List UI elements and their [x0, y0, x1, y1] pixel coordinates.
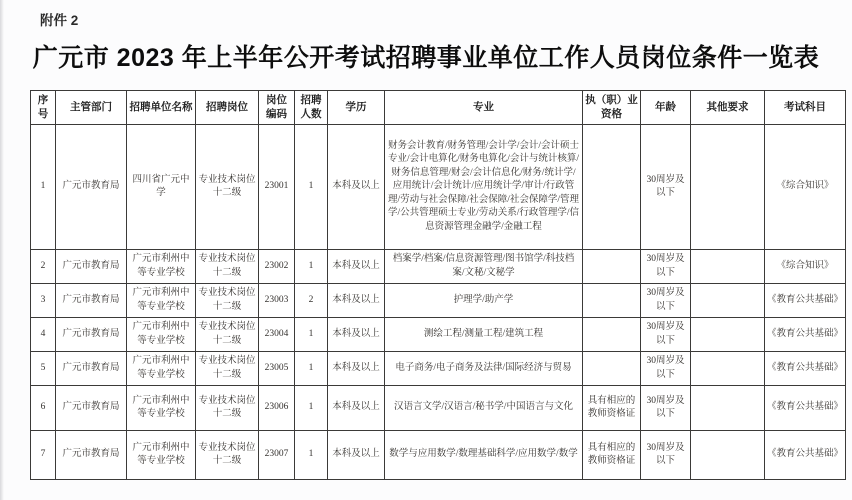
job-code-cell: 23005 [259, 352, 295, 386]
serial-cell: 1 [31, 125, 56, 250]
header-exam-subject: 考试科目 [765, 91, 846, 125]
position-cell: 专业技术岗位十二级 [196, 352, 259, 386]
table-row [31, 125, 846, 250]
department-cell: 广元市教育局 [56, 250, 127, 284]
other-requirements-cell [691, 125, 765, 250]
employer-cell: 广元市利州中等专业学校 [127, 386, 196, 431]
department-cell: 广元市教育局 [56, 386, 127, 431]
headcount-cell: 1 [295, 352, 328, 386]
age-cell: 30周岁及以下 [641, 284, 691, 318]
serial-cell: 5 [31, 352, 56, 386]
job-code-cell: 23004 [259, 318, 295, 352]
table-row [31, 318, 846, 352]
header-department: 主管部门 [56, 91, 127, 125]
employer-cell: 广元市利州中等专业学校 [127, 431, 196, 480]
job-code-cell: 23001 [259, 125, 295, 250]
job-code-cell: 23002 [259, 250, 295, 284]
education-cell: 本科及以上 [328, 386, 385, 431]
table-row [31, 431, 846, 480]
page-title: 广元市 2023 年上半年公开考试招聘事业单位工作人员岗位条件一览表 [32, 44, 820, 72]
major-cell: 财务会计教育/财务管理/会计学/会计/会计硕士专业/会计电算化/财务电算化/会计与统计核算/财务信息管理/财会/会计信息化/财务/统计学/应用统计/会计统计/应用统计学/审计/行政管理/劳动与社会保障/社会保障/社会保障学/管理学/公共管理硕士专业/劳动关系/行政管理学/信息资源管理金融学/金融工程 [385, 125, 583, 250]
age-cell: 30周岁及以下 [641, 386, 691, 431]
headcount-cell: 1 [295, 125, 328, 250]
position-cell: 专业技术岗位十二级 [196, 386, 259, 431]
serial-cell: 2 [31, 250, 56, 284]
exam-subject-cell: 《综合知识》 [765, 125, 846, 250]
header-major: 专业 [385, 91, 583, 125]
employer-cell: 广元市利州中等专业学校 [127, 250, 196, 284]
headcount-cell: 1 [295, 318, 328, 352]
job-positions-table [30, 90, 846, 480]
exam-subject-cell: 《教育公共基础》 [765, 431, 846, 480]
age-cell: 30周岁及以下 [641, 318, 691, 352]
qualification-cell: 具有相应的教师资格证 [583, 431, 641, 480]
department-cell: 广元市教育局 [56, 318, 127, 352]
table-row [31, 352, 846, 386]
header-headcount: 招聘人数 [295, 91, 328, 125]
education-cell: 本科及以上 [328, 284, 385, 318]
department-cell: 广元市教育局 [56, 284, 127, 318]
employer-cell: 四川省广元中学 [127, 125, 196, 250]
position-cell: 专业技术岗位十二级 [196, 250, 259, 284]
table-row [31, 386, 846, 431]
header-qualification: 执（职）业资格 [583, 91, 641, 125]
employer-cell: 广元市利州中等专业学校 [127, 284, 196, 318]
serial-cell: 3 [31, 284, 56, 318]
exam-subject-cell: 《教育公共基础》 [765, 284, 846, 318]
serial-cell: 4 [31, 318, 56, 352]
education-cell: 本科及以上 [328, 318, 385, 352]
job-code-cell: 23007 [259, 431, 295, 480]
header-row [31, 91, 846, 125]
header-other-requirements: 其他要求 [691, 91, 765, 125]
employer-cell: 广元市利州中等专业学校 [127, 352, 196, 386]
job-code-cell: 23003 [259, 284, 295, 318]
position-cell: 专业技术岗位十二级 [196, 125, 259, 250]
qualification-cell [583, 352, 641, 386]
headcount-cell: 1 [295, 431, 328, 480]
major-cell: 数学与应用数学/数理基础科学/应用数学/数学 [385, 431, 583, 480]
qualification-cell [583, 284, 641, 318]
other-requirements-cell [691, 352, 765, 386]
header-serial: 序号 [31, 91, 56, 125]
headcount-cell: 1 [295, 250, 328, 284]
qualification-cell [583, 250, 641, 284]
age-cell: 30周岁及以下 [641, 250, 691, 284]
header-employer: 招聘单位名称 [127, 91, 196, 125]
other-requirements-cell [691, 250, 765, 284]
department-cell: 广元市教育局 [56, 125, 127, 250]
headcount-cell: 1 [295, 386, 328, 431]
position-cell: 专业技术岗位十二级 [196, 284, 259, 318]
education-cell: 本科及以上 [328, 352, 385, 386]
education-cell: 本科及以上 [328, 125, 385, 250]
header-education: 学历 [328, 91, 385, 125]
qualification-cell [583, 318, 641, 352]
qualification-cell [583, 125, 641, 250]
attachment-label: 附件 2 [40, 13, 79, 28]
other-requirements-cell [691, 431, 765, 480]
headcount-cell: 2 [295, 284, 328, 318]
education-cell: 本科及以上 [328, 431, 385, 480]
age-cell: 30周岁及以下 [641, 431, 691, 480]
department-cell: 广元市教育局 [56, 352, 127, 386]
major-cell: 电子商务/电子商务及法律/国际经济与贸易 [385, 352, 583, 386]
exam-subject-cell: 《教育公共基础》 [765, 386, 846, 431]
major-cell: 档案学/档案/信息资源管理/图书馆学/科技档案/文秘/文秘学 [385, 250, 583, 284]
position-cell: 专业技术岗位十二级 [196, 318, 259, 352]
job-code-cell: 23006 [259, 386, 295, 431]
major-cell: 汉语言文学/汉语言/秘书学/中国语言与文化 [385, 386, 583, 431]
major-cell: 护理学/助产学 [385, 284, 583, 318]
employer-cell: 广元市利州中等专业学校 [127, 318, 196, 352]
table-row [31, 250, 846, 284]
header-job-code: 岗位编码 [259, 91, 295, 125]
other-requirements-cell [691, 386, 765, 431]
serial-cell: 7 [31, 431, 56, 480]
age-cell: 30周岁及以下 [641, 352, 691, 386]
education-cell: 本科及以上 [328, 250, 385, 284]
serial-cell: 6 [31, 386, 56, 431]
age-cell: 30周岁及以下 [641, 125, 691, 250]
header-age: 年龄 [641, 91, 691, 125]
major-cell: 测绘工程/测量工程/建筑工程 [385, 318, 583, 352]
other-requirements-cell [691, 284, 765, 318]
exam-subject-cell: 《综合知识》 [765, 250, 846, 284]
exam-subject-cell: 《教育公共基础》 [765, 318, 846, 352]
scan-edge-shadow [0, 0, 4, 500]
header-position: 招聘岗位 [196, 91, 259, 125]
exam-subject-cell: 《教育公共基础》 [765, 352, 846, 386]
qualification-cell: 具有相应的教师资格证 [583, 386, 641, 431]
table-row [31, 284, 846, 318]
position-cell: 专业技术岗位十二级 [196, 431, 259, 480]
department-cell: 广元市教育局 [56, 431, 127, 480]
other-requirements-cell [691, 318, 765, 352]
